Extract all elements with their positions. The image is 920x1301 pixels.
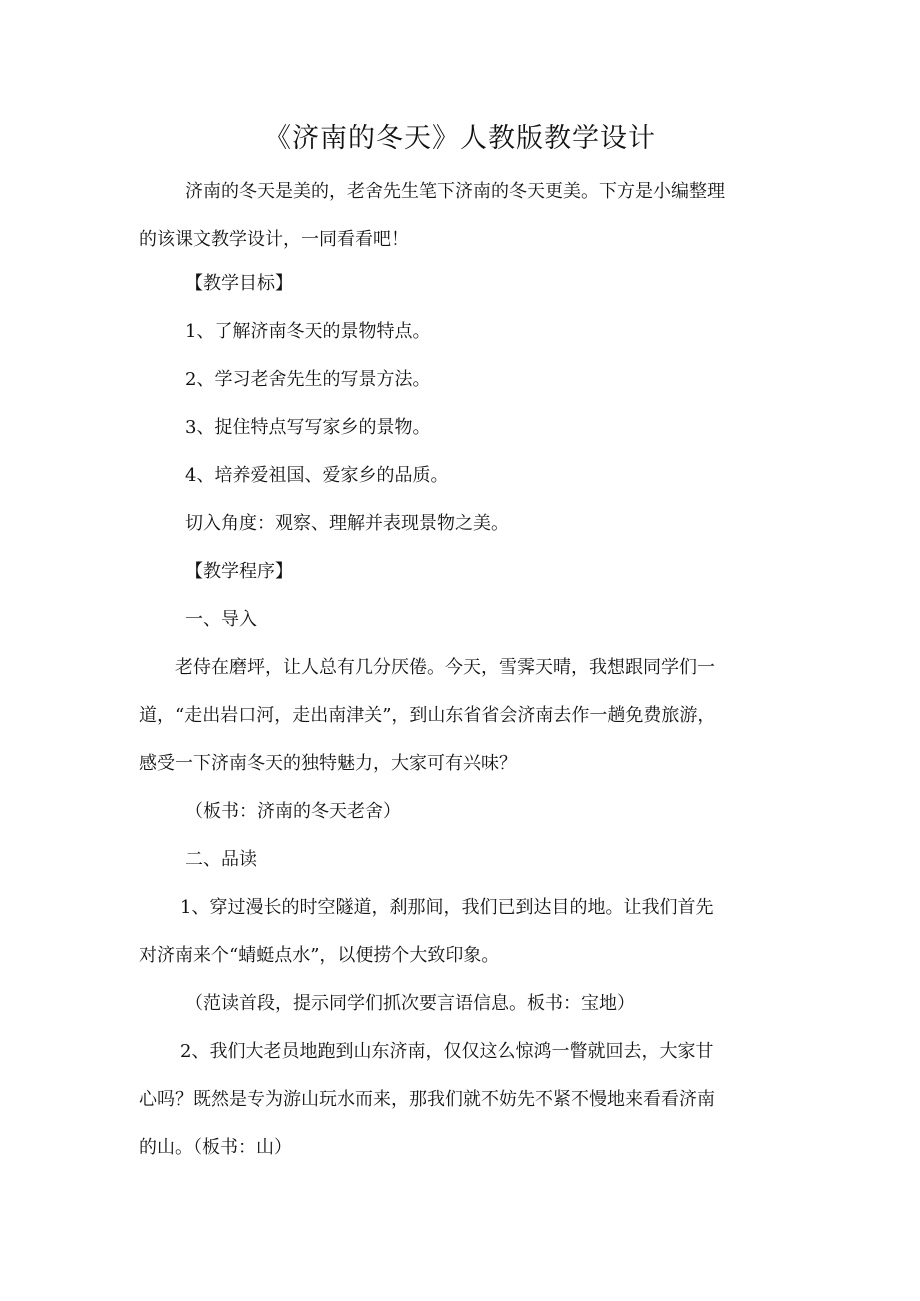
subsection-heading: 一、导入 (185, 609, 257, 630)
paragraph-line: 老侍在磨坪，让人总有几分厌倦。今天，雪霁天晴，我想跟同学们一 (175, 657, 715, 678)
paragraph-line: 1、穿过漫长的时空隧道，刹那间，我们已到达目的地。让我们首先 (180, 897, 714, 918)
objective-item: 3、捉住特点写写家乡的景物。 (185, 417, 431, 438)
objective-item: 1、了解济南冬天的景物特点。 (185, 321, 431, 342)
document-title: 《济南的冬天》人教版教学设计 (264, 123, 656, 154)
paragraph-line: 的山。（板书：山） (139, 1137, 292, 1158)
paragraph-line: 的该课文教学设计，一同看看吧！ (139, 229, 409, 250)
subsection-heading: 二、品读 (185, 849, 257, 870)
paragraph-line: 心吗？既然是专为游山玩水而来，那我们就不妨先不紧不慢地来看看济南 (139, 1089, 715, 1110)
paragraph-line: 对济南来个“蜻蜓点水”，以便捞个大致印象。 (139, 945, 500, 966)
objective-item: 2、学习老舍先生的写景方法。 (185, 369, 431, 390)
section-heading-procedure: 【教学程序】 (185, 561, 293, 582)
board-note: （范读首段，提示同学们抓次要言语信息。板书：宝地） (185, 993, 635, 1014)
section-heading-objectives: 【教学目标】 (185, 273, 293, 294)
approach-line: 切入角度：观察、理解并表现景物之美。 (185, 513, 509, 534)
paragraph-line: 感受一下济南冬天的独特魅力，大家可有兴味？ (139, 753, 517, 774)
paragraph-line: 2、我们大老员地跑到山东济南，仅仅这么惊鸿一瞥就回去，大家甘 (180, 1041, 714, 1062)
paragraph-line: 济南的冬天是美的，老舍先生笔下济南的冬天更美。下方是小编整理 (185, 181, 725, 202)
paragraph-line: 道，“走出岩口河，走出南津关”，到山东省省会济南去作一趟免费旅游， (139, 705, 716, 726)
board-note: （板书：济南的冬天老舍） (185, 801, 401, 822)
objective-item: 4、培养爱祖国、爱家乡的品质。 (185, 465, 449, 486)
